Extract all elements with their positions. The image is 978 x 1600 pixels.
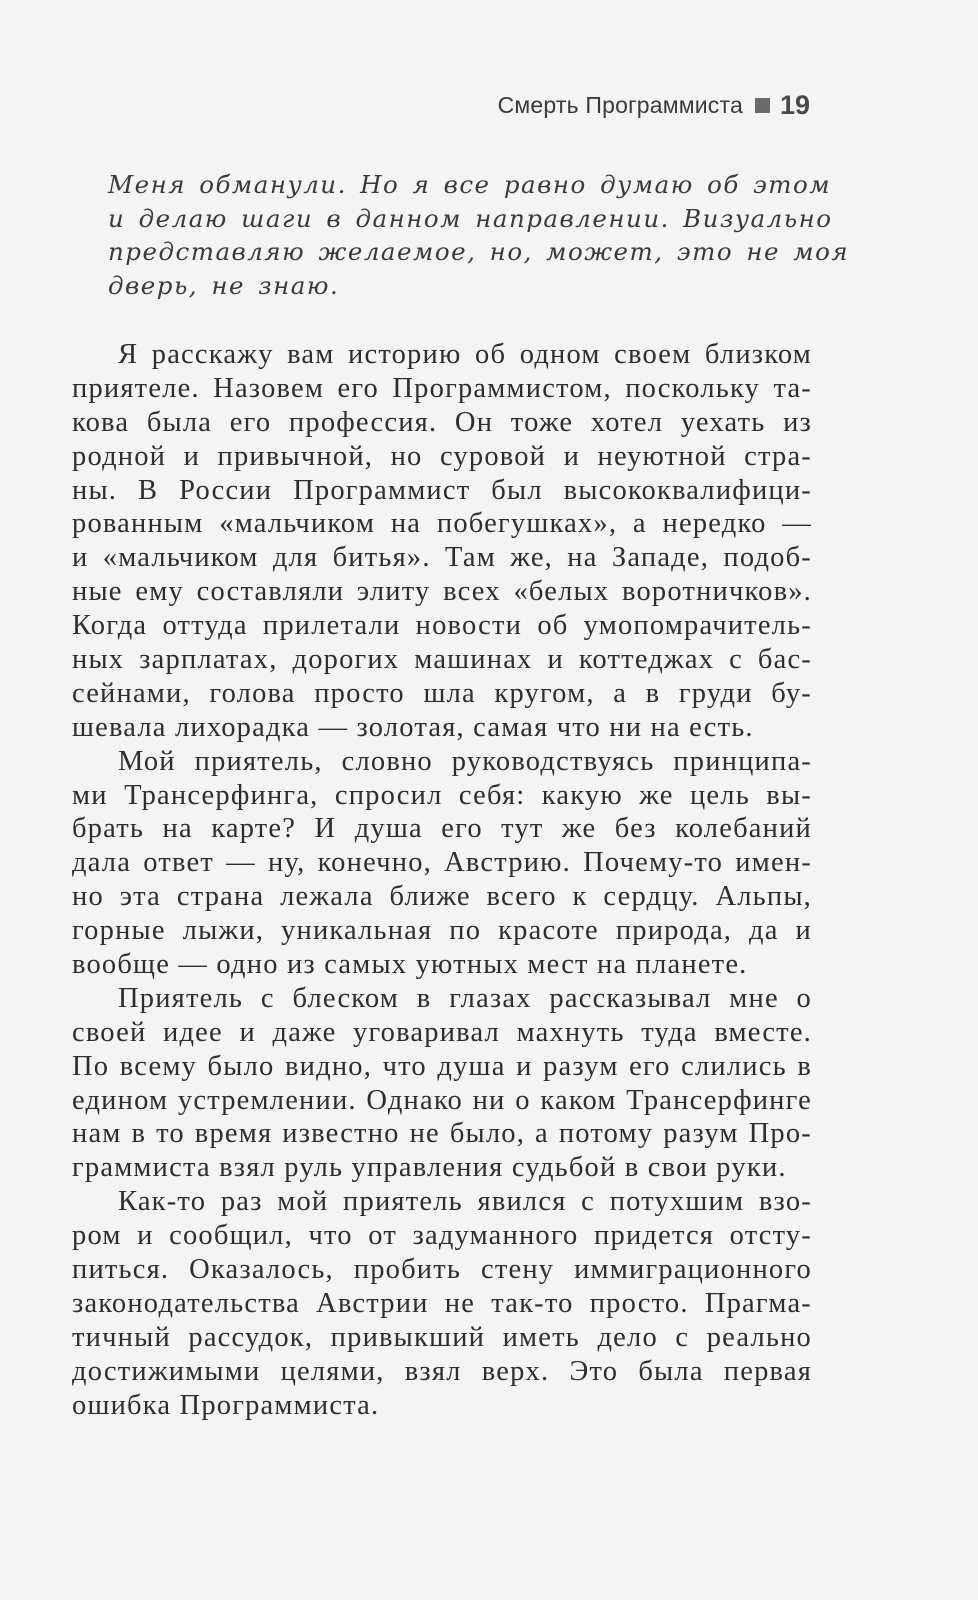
text-line: По всему было видно, что душа и разум его слились в: [72, 1050, 812, 1082]
page-number: 19: [779, 90, 810, 120]
text-line: горные лыжи, уникальная по красоте природа, да и: [72, 915, 812, 947]
text-line: законодательства Австрии не так-то просто. Прагма-: [72, 1287, 812, 1319]
text-line: рованным «мальчиком на побегушках», а нередко —: [72, 508, 812, 540]
epigraph-line: дверь, не знаю.: [108, 270, 340, 300]
text-line: кова была его профессия. Он тоже хотел уехать из: [72, 406, 812, 438]
text-line: Когда оттуда прилетали новости об умопомрачитель-: [72, 610, 812, 642]
epigraph: [108, 168, 850, 302]
text-line: едином устремлении. Однако ни о каком Трансерфинге: [72, 1084, 812, 1116]
text-line: шевала лихорадка — золотая, самая что ни на есть.: [72, 711, 754, 743]
square-bullet-icon: [755, 98, 770, 113]
epigraph-line: Меня обманули. Но я все равно думаю об этом: [108, 170, 832, 199]
text-line: ные ему составляли элиту всех «белых воротничков».: [72, 576, 812, 608]
running-header: [498, 90, 810, 121]
text-line: своей идее и даже уговаривал махнуть туда вместе.: [72, 1016, 812, 1048]
text-line: ошибка Программиста.: [72, 1389, 380, 1421]
text-line: Я расскажу вам историю об одном своем близком: [118, 339, 812, 370]
text-line: и «мальчиком для битья». Там же, на Западе, подоб-: [72, 542, 812, 574]
text-line: приятеле. Назовем его Программистом, поскольку та-: [72, 372, 812, 404]
text-line: вообще — одно из самых уютных мест на планете.: [72, 949, 748, 981]
text-line: питься. Оказалось, пробить стену иммиграционного: [72, 1254, 812, 1286]
body-text: [72, 338, 812, 1423]
text-line: ром и сообщил, что от задуманного придется отсту-: [72, 1220, 812, 1252]
text-line: но эта страна лежала ближе всего к сердцу. Альпы,: [72, 881, 812, 913]
text-line: ми Трансерфинга, спросил себя: какую же цель вы-: [72, 779, 812, 811]
text-line: дала ответ — ну, конечно, Австрию. Почему-то имен-: [72, 847, 812, 879]
epigraph-line: и делаю шаги в данном направлении. Визуально: [108, 203, 833, 233]
text-line: ны. В России Программист был высококвалифици-: [72, 474, 812, 506]
text-line: достижимыми целями, взял верх. Это была первая: [72, 1355, 812, 1387]
text-line: Как-то раз мой приятель явился с потухшим взо-: [118, 1186, 812, 1218]
text-line: Приятель с блеском в глазах рассказывал мне о: [118, 982, 812, 1014]
text-line: тичный рассудок, привыкший иметь дело с реально: [72, 1321, 812, 1353]
text-line: родной и привычной, но суровой и неуютной стра-: [72, 440, 812, 472]
text-line: Мой приятель, словно руководствуясь принципа-: [118, 745, 812, 777]
text-line: сейнами, голова просто шла кругом, а в груди бу-: [72, 677, 812, 709]
text-line: граммиста взял руль управления судьбой в свои руки.: [72, 1152, 787, 1184]
text-line: нам в то время известно не было, а потому разум Про-: [72, 1118, 812, 1150]
chapter-title: Смерть Программиста: [497, 92, 743, 118]
text-line: ных зарплатах, дорогих машинах и коттеджах с бас-: [72, 644, 812, 676]
epigraph-line: представляю желаемое, но, может, это не моя: [108, 237, 850, 266]
text-line: брать на карте? И душа его тут же без колебаний: [72, 813, 812, 845]
